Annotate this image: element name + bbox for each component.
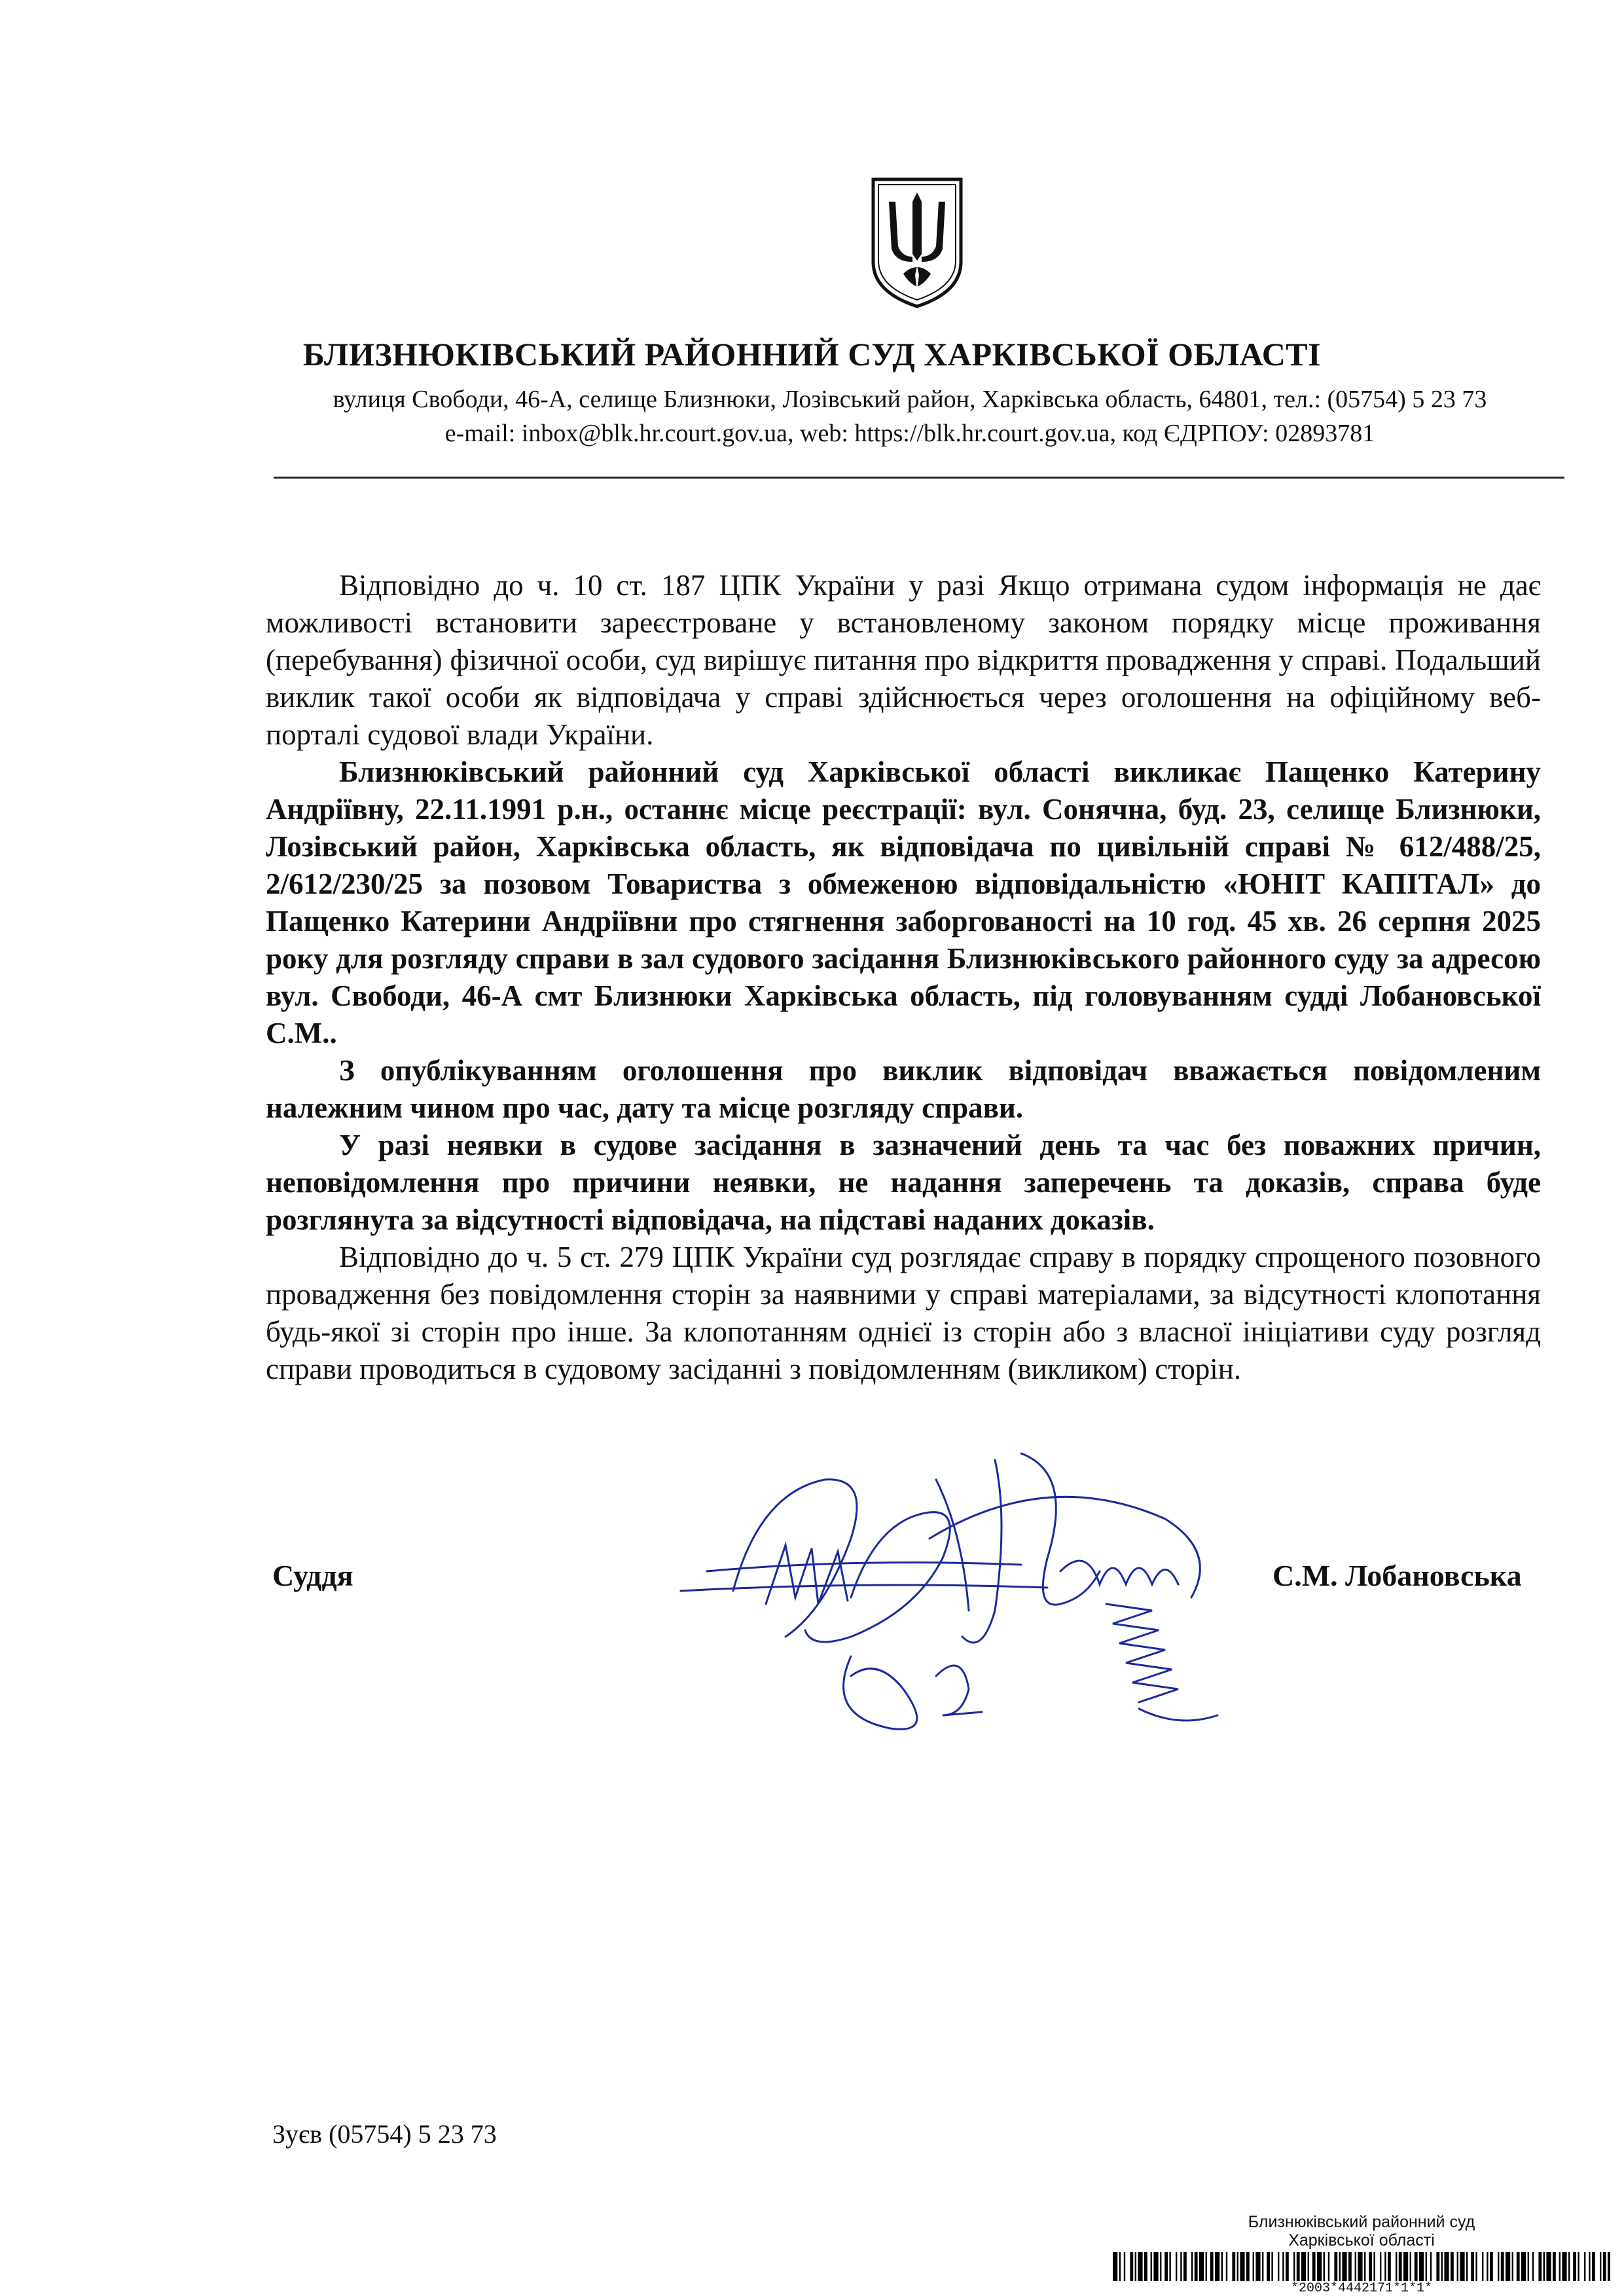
barcode-bar xyxy=(1482,2252,1483,2281)
barcode-bar xyxy=(1262,2252,1263,2281)
handwritten-signature xyxy=(655,1440,1263,1768)
barcode-bar xyxy=(1501,2252,1504,2281)
barcode-bar xyxy=(1144,2252,1147,2281)
barcode-bar xyxy=(1176,2252,1177,2281)
barcode-bar xyxy=(1498,2252,1499,2281)
barcode-bar xyxy=(1578,2252,1579,2281)
barcode-bar xyxy=(1490,2252,1493,2281)
barcode-bar xyxy=(1355,2252,1356,2281)
paragraph-summons: Близнюківський районний суд Харківської області викликає Пащенко Катерину Андріївну, 22.11.1991 р.н., останнє місце реєстрації: вул. Сонячна, буд. 23, селище Близнюки, Лозівський район, Харківська область, як відповідача по цивільній справі № 612/488/25, 2/612/230/25 за позовом Товариства з обмеженою відповідальністю «ЮНІТ КАПІТАЛ» до Пащенко Катерини Андріївни про стягнення заборгованості на 10 год. 45 хв. 26 серпня 2025 року для розгляду справи в зал судового засідання Близнюківського районного суду за адресою вул. Свободи, 46-А смт Близнюки Харківська область, під головуванням судді Лобановської С.М.. xyxy=(266,756,1541,1049)
barcode-bar xyxy=(1471,2252,1474,2281)
barcode-bar xyxy=(1308,2252,1309,2281)
judge-role-label: Суддя xyxy=(272,1559,353,1592)
barcode-bar xyxy=(1460,2252,1464,2281)
barcode-bar xyxy=(1415,2252,1418,2281)
barcode-bar xyxy=(1278,2252,1279,2281)
barcode-bar xyxy=(1559,2252,1561,2281)
executor-contact: Зуєв (05754) 5 23 73 xyxy=(272,2119,497,2149)
barcode-bar xyxy=(1312,2252,1316,2281)
barcode-bar xyxy=(1457,2252,1458,2281)
court-address: вулиця Свободи, 46-А, селище Близнюки, Лозівський район, Харківська область, 64801, тел.: (05754) 5 23 73 xyxy=(333,386,1487,413)
header-divider xyxy=(274,477,1564,479)
barcode-bar xyxy=(1444,2252,1449,2281)
paragraph-absence-warning: У разі неявки в судове засідання в зазначений день та час без поважних причин, неповідомлення про причини неявки, не надання заперечень та доказів, справа буде розглянута за відсутності відповідача, на підставі наданих доказів. xyxy=(266,1129,1541,1236)
barcode-bar xyxy=(1267,2252,1270,2281)
barcode-bar xyxy=(1113,2252,1117,2281)
trident-coat-of-arms-icon xyxy=(869,175,965,310)
barcode-bar xyxy=(1358,2252,1362,2281)
barcode-bar xyxy=(1135,2252,1136,2281)
barcode-bar xyxy=(1138,2252,1142,2281)
barcode-bar xyxy=(1226,2252,1227,2281)
barcode-bar xyxy=(1430,2252,1432,2281)
barcode-bar xyxy=(1451,2252,1454,2281)
barcode-bar xyxy=(1339,2252,1341,2281)
barcode-bar xyxy=(1255,2252,1260,2281)
barcode-bar xyxy=(1553,2252,1556,2281)
barcode-number: *2003*4442171*1*1* xyxy=(1290,2281,1433,2296)
barcode-bar xyxy=(1532,2252,1534,2281)
barcode-bar xyxy=(1426,2252,1427,2281)
barcode-bar xyxy=(1297,2252,1300,2281)
barcode-bar xyxy=(1282,2252,1284,2281)
stamp-line-2: Харківської області xyxy=(1288,2231,1435,2250)
court-name: БЛИЗНЮКІВСЬКИЙ РАЙОННИЙ СУД ХАРКІВСЬКОЇ ОБЛАСТІ xyxy=(302,336,1322,373)
paragraph-legal-basis: Відповідно до ч. 10 ст. 187 ЦПК України у разі Якщо отримана судом інформація не дає можливості встановити зареєстроване у встановленому законом порядку місце проживання (перебування) фізичної особи, суд вирішує питання про відкриття провадження у справі. Подальший виклик такої особи як відповідача у справі здійснюється через оголошення на офіційному веб-порталі судової влади України. xyxy=(266,569,1541,751)
barcode-bar xyxy=(1436,2252,1439,2281)
barcode-bar xyxy=(1153,2252,1158,2281)
barcode-bar xyxy=(1232,2252,1235,2281)
barcode-bar xyxy=(1334,2252,1337,2281)
barcode-bar xyxy=(1528,2252,1529,2281)
barcode-bar xyxy=(1246,2252,1250,2281)
barcode-bar xyxy=(1584,2252,1585,2281)
barcode-bar xyxy=(1543,2252,1545,2281)
paragraph-simplified-procedure: Відповідно до ч. 5 ст. 279 ЦПК України суд розглядає справу в порядку спрощеного позовного провадження без повідомлення сторін за наявними у справі матеріалами, за відсутності клопотання будь-якої зі сторін про інше. За клопотанням однієї із сторін або з власної ініціативи суду розгляд справи проводиться в судовому засіданні з повідомленням (викликом) сторін. xyxy=(266,1241,1541,1385)
barcode-bar xyxy=(1183,2252,1187,2281)
judge-name: С.М. Лобановська xyxy=(1272,1559,1522,1592)
barcode-bar xyxy=(1124,2252,1125,2281)
barcode-bar xyxy=(1403,2252,1408,2281)
barcode-bar xyxy=(1369,2252,1372,2281)
barcode-bar xyxy=(1380,2252,1381,2281)
barcode-bar xyxy=(1410,2252,1411,2281)
barcode-bar xyxy=(1348,2252,1352,2281)
barcode-bar xyxy=(1589,2252,1590,2281)
barcode-bar xyxy=(1160,2252,1161,2281)
barcode-bar xyxy=(1600,2252,1601,2281)
barcode-bar xyxy=(1271,2252,1272,2281)
barcode-bar xyxy=(1475,2252,1477,2281)
barcode-bar xyxy=(1286,2252,1289,2281)
barcode-bar xyxy=(1215,2252,1219,2281)
court-contacts: e-mail: inbox@blk.hr.court.gov.ua, web: https://blk.hr.court.gov.ua, код ЄДРПОУ: 02893781 xyxy=(444,420,1375,447)
barcode-bar xyxy=(1324,2252,1325,2281)
barcode-bar xyxy=(1164,2252,1168,2281)
barcode-bar xyxy=(1506,2252,1510,2281)
barcode-bar xyxy=(1466,2252,1468,2281)
barcode-bar xyxy=(1364,2252,1365,2281)
barcode-bar xyxy=(1293,2252,1295,2281)
barcode-bar xyxy=(1119,2252,1121,2281)
barcode-bar xyxy=(1221,2252,1223,2281)
barcode-bar xyxy=(1342,2252,1346,2281)
barcode-bar xyxy=(1210,2252,1214,2281)
barcode-bar xyxy=(1512,2252,1513,2281)
barcode-bar xyxy=(1568,2252,1570,2281)
barcode-bar xyxy=(1419,2252,1424,2281)
barcode-bar xyxy=(1130,2252,1133,2281)
barcode-bar xyxy=(1206,2252,1207,2281)
barcode-bar xyxy=(1388,2252,1391,2281)
barcode-bar xyxy=(1240,2252,1244,2281)
barcode-bar xyxy=(1399,2252,1402,2281)
barcode-bar xyxy=(1521,2252,1526,2281)
barcode-bar xyxy=(1195,2252,1198,2281)
notice-body xyxy=(266,567,1541,1388)
barcode-bar xyxy=(1191,2252,1193,2281)
barcode-bar xyxy=(1562,2252,1566,2281)
barcode-bar xyxy=(1317,2252,1322,2281)
barcode-bar xyxy=(1517,2252,1520,2281)
barcode-bar xyxy=(1608,2252,1610,2281)
barcode-bar xyxy=(1546,2252,1551,2281)
barcode-bar xyxy=(1301,2252,1306,2281)
barcode-bar xyxy=(1487,2252,1488,2281)
barcode-bar xyxy=(1199,2252,1204,2281)
barcode-bar xyxy=(1603,2252,1606,2281)
barcode-bar xyxy=(1328,2252,1329,2281)
barcode-bar xyxy=(1538,2252,1542,2281)
barcode-bar xyxy=(1169,2252,1170,2281)
barcode-bar xyxy=(1384,2252,1386,2281)
registry-stamp xyxy=(1113,2213,1610,2250)
barcode-bar xyxy=(1396,2252,1397,2281)
stamp-line-1: Близнюківський районний суд xyxy=(1248,2213,1475,2231)
barcode-bar xyxy=(1151,2252,1152,2281)
barcode-bar xyxy=(1373,2252,1375,2281)
barcode-bar xyxy=(1180,2252,1182,2281)
barcode-bar xyxy=(1253,2252,1254,2281)
document-barcode xyxy=(1113,2252,1610,2281)
barcode-bar xyxy=(1592,2252,1595,2281)
paragraph-notification: З опублікуванням оголошення про виклик відповідач вважається повідомленим належним чином про час, дату та місце розгляду справи. xyxy=(266,1054,1541,1124)
barcode-bar xyxy=(1441,2252,1443,2281)
barcode-bar xyxy=(1237,2252,1238,2281)
barcode-bar xyxy=(1573,2252,1576,2281)
